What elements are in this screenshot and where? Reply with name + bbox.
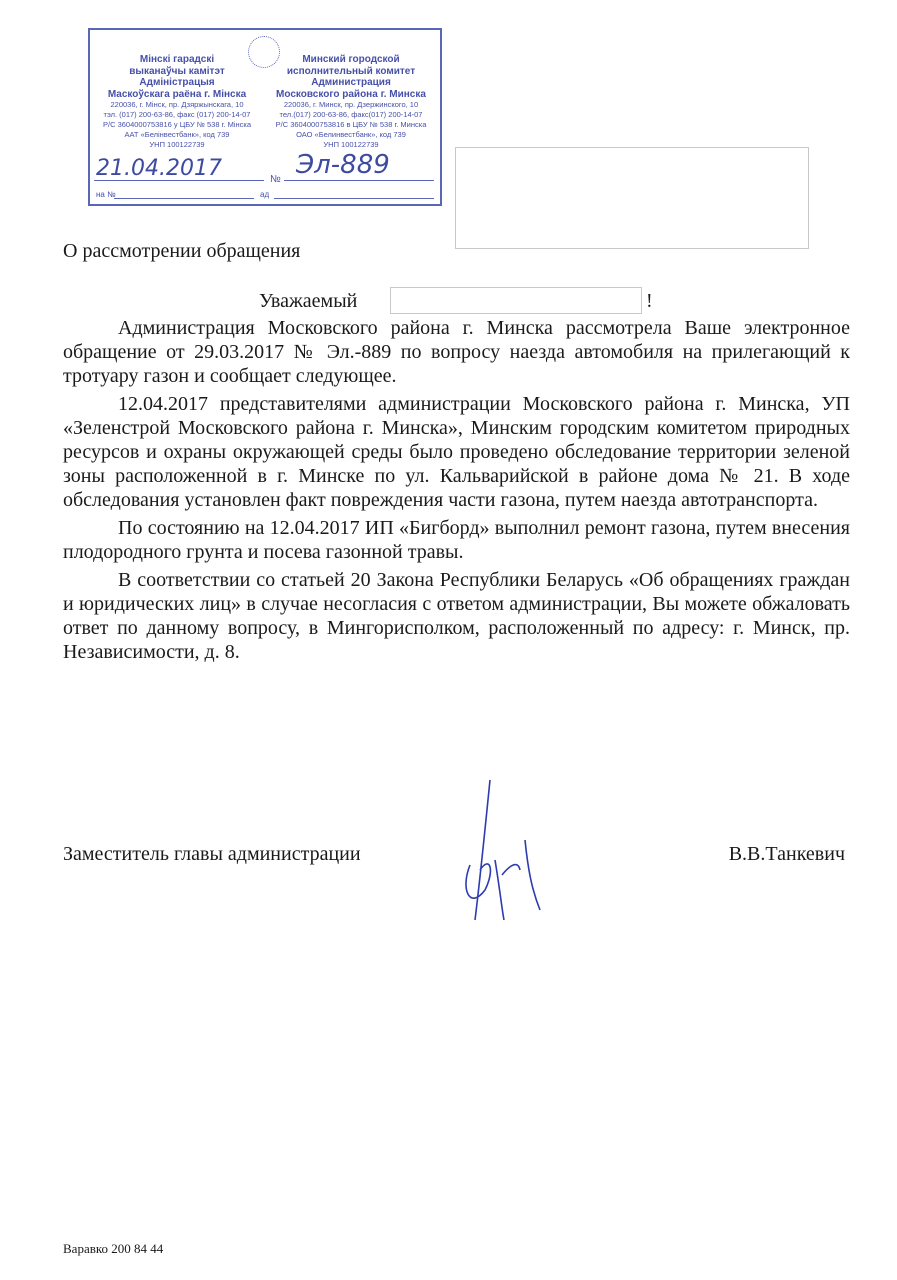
footer-contact: Варавко 200 84 44 [63, 1241, 164, 1256]
stamp-ad-label: ад [260, 190, 270, 199]
paragraph: Администрация Московского района г. Минска рассмотрела Ваше электронное обращение от 29.03.2017 № Эл.-889 по вопросу наезда автомобиля на прилегающий к тротуару газон и сообщает следующее. [63, 317, 850, 387]
stamp-text: Администрация [311, 77, 391, 88]
stamp-text: тел.(017) 200-63-86, факс(017) 200-14-07 [279, 110, 423, 119]
redacted-addressee [455, 147, 809, 249]
stamp-text: выканаўчы камітэт [129, 65, 225, 77]
stamp-text: Р/С 3604000753816 в ЦБУ № 538 г. Минска [275, 120, 427, 129]
stamp-text: Московского района г. Минска [276, 88, 426, 100]
subject-line: О рассмотрении обращения [63, 240, 301, 262]
stamp-text: исполнительный комитет [286, 65, 416, 77]
registration-stamp [88, 28, 442, 206]
stamp-left-belarusian [92, 54, 262, 150]
greeting-end: ! [646, 290, 653, 312]
handwritten-signature [440, 770, 560, 940]
redacted-name [390, 287, 642, 314]
stamp-text: 220036, г. Минск, пр. Дзержинского, 10 [283, 100, 419, 109]
stamp-text: тэл. (017) 200-63-86, факс (017) 200-14-07 [103, 110, 251, 119]
paragraph: 12.04.2017 представителями администрации Московского района г. Минска, УП «Зеленстрой Московского района г. Минска», Минским городским комитетом природных ресурсов и охраны окружающей среды было проведено обследование территории зеленой зоны расположенной в г. Минске по ул. Кальварийской в районе дома № 21. В ходе обследования установлен факт повреждения части газона, путем наезда автотранспорта. [63, 393, 850, 511]
stamp-number-label: № [270, 174, 281, 185]
stamp-right-russian [266, 54, 436, 150]
signatory-name: В.В.Танкевич [728, 843, 845, 865]
stamp-number: Эл-889 [296, 150, 390, 180]
stamp-text: УНП 100122739 [149, 140, 205, 149]
greeting: Уважаемый [259, 290, 358, 312]
paragraph: В соответствии со статьей 20 Закона Республики Беларусь «Об обращениях граждан и юридических лиц» в случае несогласия с ответом администрации, Вы можете обжаловать ответ по данному вопросу, в Мингорисполком, расположенный по адресу: г. Минск, пр. Независимости, д. 8. [63, 569, 850, 663]
signatory-position: Заместитель главы администрации [63, 843, 361, 865]
stamp-text: УНП 100122739 [323, 140, 379, 149]
stamp-date: 21.04.2017 [96, 156, 222, 181]
stamp-text: ААТ «Белінвестбанк», код 739 [124, 130, 230, 139]
stamp-text: Маскоўскага раёна г. Мінска [107, 88, 247, 100]
paragraph: По состоянию на 12.04.2017 ИП «Бигборд» выполнил ремонт газона, путем внесения плодородного грунта и посева газонной травы. [63, 517, 850, 563]
stamp-text: 220036, г. Мінск, пр. Дзяржынскага, 10 [110, 100, 244, 109]
letter-body [63, 316, 850, 664]
stamp-na-label: на № [96, 190, 116, 199]
stamp-text: ОАО «Белинвестбанк», код 739 [296, 130, 406, 139]
stamp-text: Минский городской [302, 54, 400, 65]
stamp-text: Мінскі гарадскі [139, 54, 215, 65]
stamp-text: Р/С 3604000753816 у ЦБУ № 538 г. Мінска [102, 120, 251, 129]
stamp-text: Адміністрацыя [139, 77, 215, 88]
